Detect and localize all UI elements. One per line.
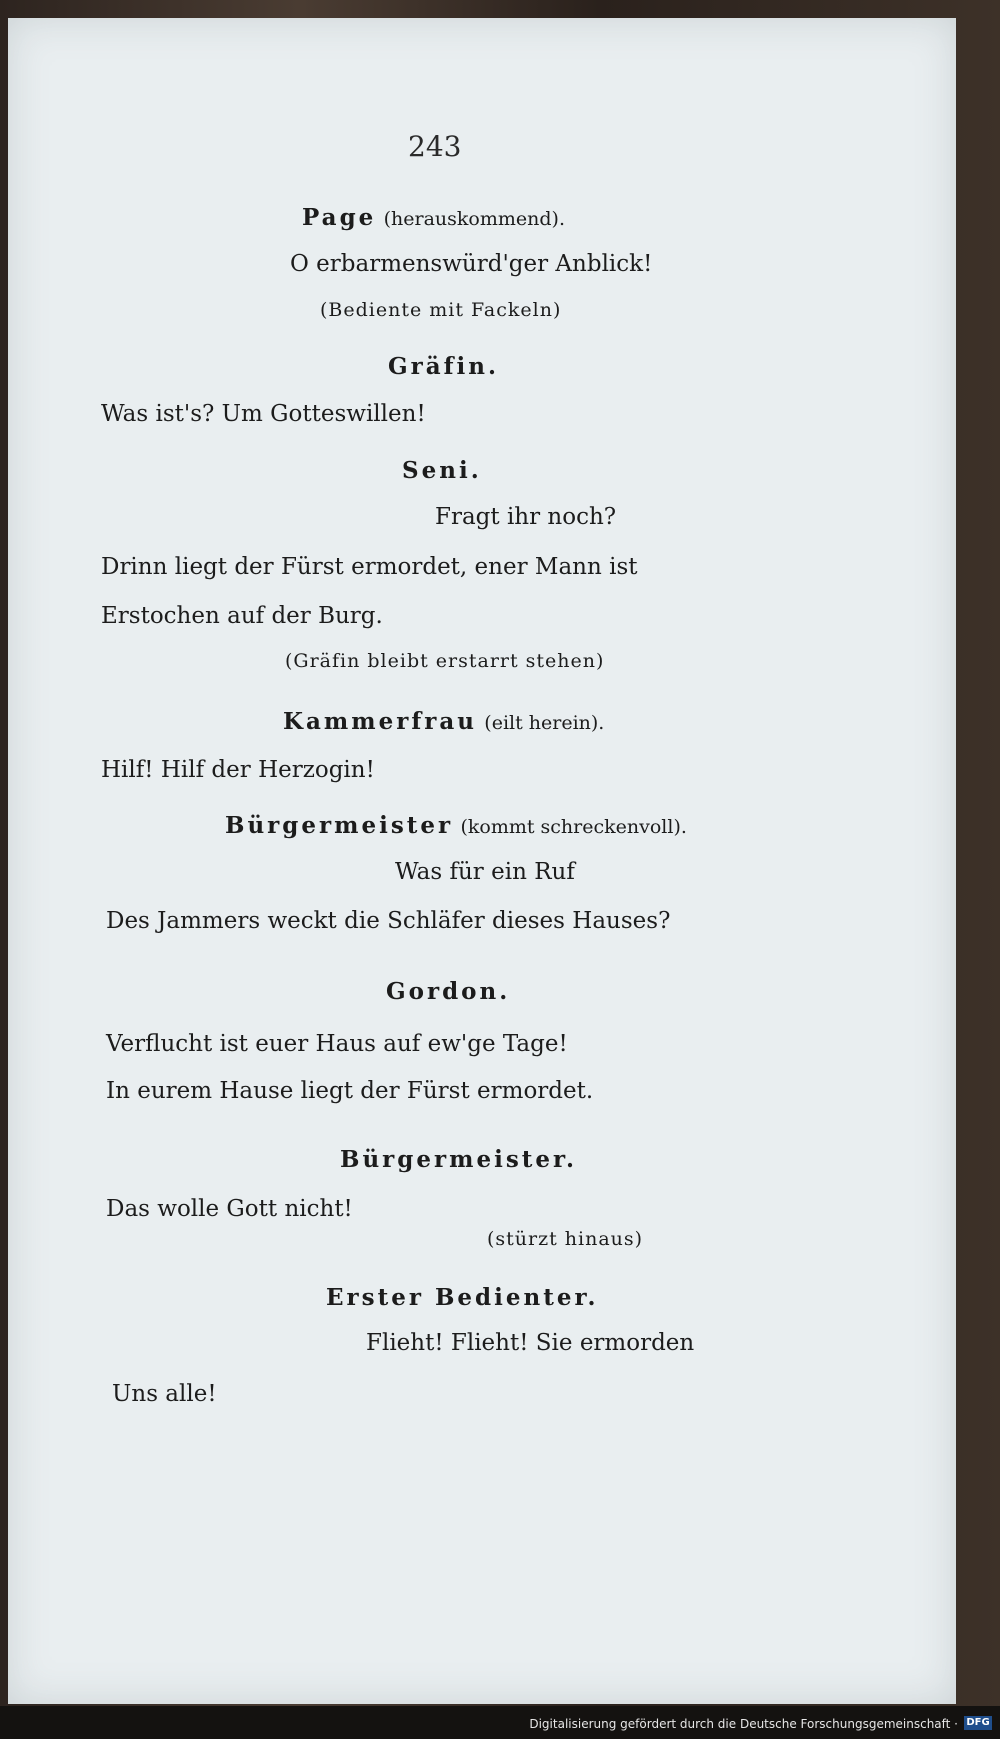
verse-line: Drinn liegt der Fürst ermordet, ener Mann ist	[101, 554, 638, 580]
stage-direction: (Gräfin bleibt erstarrt stehen)	[285, 650, 605, 672]
verse-line: Erstochen auf der Burg.	[101, 603, 383, 629]
speaker-line	[283, 708, 604, 735]
verse-line: Was ist's? Um Gotteswillen!	[101, 401, 426, 427]
funding-notice: Digitalisierung gefördert durch die Deutsche Forschungsgemeinschaft ·	[529, 1717, 958, 1731]
verse-line: Flieht! Flieht! Sie ermorden	[366, 1330, 695, 1356]
stage-direction: (herauskommend).	[383, 208, 565, 230]
stage-direction: (Bediente mit Fackeln)	[320, 299, 562, 321]
speaker-line	[225, 812, 687, 839]
verse-line: O erbarmenswürd'ger Anblick!	[290, 251, 653, 277]
stage-direction: (kommt schreckenvoll).	[460, 816, 687, 838]
stage-direction: (stürzt hinaus)	[487, 1228, 644, 1250]
verse-line: Des Jammers weckt die Schläfer dieses Hauses?	[106, 908, 671, 934]
verse-line: Verflucht ist euer Haus auf ew'ge Tage!	[106, 1031, 568, 1057]
dfg-logo: DFG	[964, 1716, 992, 1730]
verse-line: Fragt ihr noch?	[435, 504, 617, 530]
speaker-name: Seni.	[402, 457, 482, 484]
verse-line: Was für ein Ruf	[395, 859, 575, 885]
speaker-name: Gräfin.	[388, 353, 500, 380]
speaker-line	[302, 204, 565, 231]
speaker-name: Bürgermeister.	[340, 1146, 578, 1173]
speaker-name: Bürgermeister	[225, 812, 454, 839]
page-number: 243	[408, 130, 462, 163]
verse-line: Hilf! Hilf der Herzogin!	[101, 757, 375, 783]
speaker-name: Erster Bedienter.	[326, 1284, 599, 1311]
speaker-name: Gordon.	[386, 978, 511, 1005]
stage-direction: (eilt herein).	[484, 712, 605, 734]
verse-line: Uns alle!	[112, 1381, 217, 1407]
speaker-name: Page	[302, 204, 377, 231]
verse-line: In eurem Hause liegt der Fürst ermordet.	[106, 1078, 594, 1104]
verse-line: Das wolle Gott nicht!	[106, 1196, 353, 1222]
speaker-name: Kammerfrau	[283, 708, 477, 735]
